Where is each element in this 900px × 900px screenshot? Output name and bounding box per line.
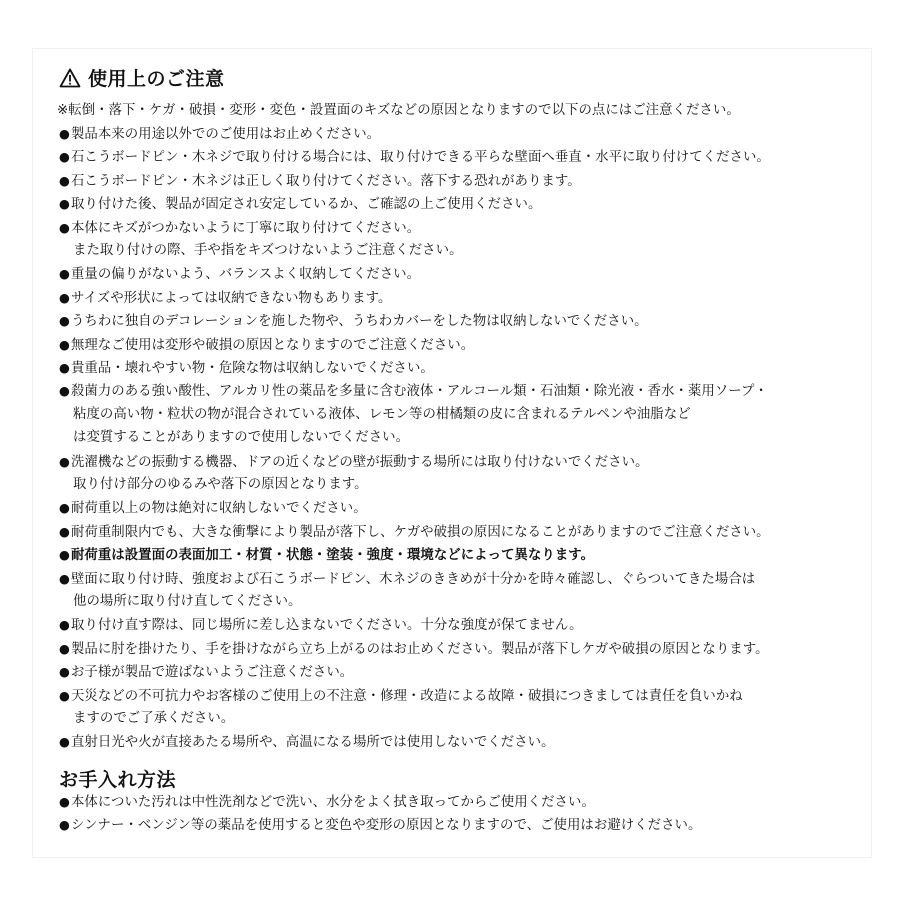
item-text: 製品に肘を掛けたり、手を掛けながら立ち上がるのはお止めください。製品が落下しケガや破損の原因となります。 <box>70 641 769 657</box>
item-text: 壁面に取り付け時、強度および石こうボードピン、木ネジのききめが十分かを時々確認し、ぐらついてきた場合は <box>70 571 756 587</box>
list-item <box>59 613 583 636</box>
bullet-icon: ● <box>59 313 70 329</box>
list-item <box>59 496 367 519</box>
bullet-icon: ● <box>59 126 70 141</box>
bullet-icon: ● <box>59 453 70 469</box>
bullet-icon: ● <box>59 687 70 703</box>
bullet-icon: ● <box>59 196 70 212</box>
list-item <box>59 813 701 836</box>
bullet-icon: ● <box>59 640 70 656</box>
item-text: 粘度の高い物・粒状の物が混合されている液体、レモン等の柑橘類の皮に含まれるテルペンや油脂など <box>73 406 691 422</box>
item-text: 貴重品・壊れやすい物・危険な物は収納しないでください。 <box>70 361 434 376</box>
item-text: シンナー・ベンジン等の薬品を使用すると変色や変形の原因となりますので、ご使用はお避けください。 <box>70 818 702 834</box>
care-title: お手入れ方法 <box>59 769 177 791</box>
list-item <box>59 567 755 590</box>
list-item <box>59 543 594 566</box>
list-item <box>59 192 541 215</box>
item-text: 取り付け直す際は、同じ場所に差し込まないでください。十分な強度が保てません。 <box>70 618 583 634</box>
list-item <box>59 145 770 168</box>
bullet-icon: ● <box>59 149 70 165</box>
list-item <box>59 122 380 145</box>
list-item-continuation <box>59 590 302 613</box>
item-text: 石こうボードピン・木ネジで取り付ける場合には、取り付けできる平らな壁面へ垂直・水平に取り付けてください。 <box>70 150 770 166</box>
item-text: 重量の偏りがないよう、バランスよく収納してください。 <box>70 267 421 283</box>
bullet-icon: ● <box>59 289 70 305</box>
list-item <box>59 450 649 473</box>
list-item <box>59 333 474 356</box>
item-text: 耐荷重制限内でも、大きな衝撃により製品が落下し、ケガや破損の原因になることがありますのでご注意ください。 <box>70 524 770 540</box>
item-text: 本体についた汚れは中性洗剤などで洗い、水分をよく拭き取ってからご使用ください。 <box>70 795 595 810</box>
item-text: 石こうボードピン・木ネジは正しく取り付けてください。落下する恐れがあります。 <box>70 173 581 189</box>
item-text: ますのでご了承ください。 <box>73 711 235 726</box>
caution-title: 使用上のご注意 <box>88 68 225 90</box>
bullet-icon: ● <box>59 360 70 375</box>
list-item-continuation <box>59 473 368 496</box>
item-text: は変質することがありますので使用しないでください。 <box>73 430 410 446</box>
bullet-icon: ● <box>59 500 70 516</box>
item-text: 取り付けた後、製品が固定され安定しているか、ご確認の上ご使用ください。 <box>70 197 542 213</box>
list-item <box>59 356 434 379</box>
bullet-icon: ● <box>59 336 70 352</box>
caution-intro: ※転倒・落下・ケガ・破損・変形・変色・設置面のキズなどの原因となりますので以下の点にはご注意ください。 <box>57 103 740 118</box>
item-text: 製品本来の用途以外でのご使用はお止めください。 <box>70 127 381 142</box>
care-heading <box>59 765 176 792</box>
bullet-icon: ● <box>59 383 70 399</box>
item-text: 耐荷重以上の物は絶対に収納しないでください。 <box>70 501 367 517</box>
list-item <box>59 660 353 683</box>
list-item-continuation <box>59 707 234 730</box>
bullet-icon: ● <box>59 570 70 586</box>
list-item <box>59 379 768 402</box>
list-item <box>59 520 770 543</box>
item-text: 直射日光や火が直接あたる場所や、高温になる場所では使用しないでください。 <box>70 735 555 751</box>
list-item-continuation <box>59 239 463 262</box>
list-item <box>59 730 555 753</box>
list-item <box>59 309 648 332</box>
warning-triangle-icon <box>59 68 81 88</box>
bullet-icon: ● <box>59 547 70 563</box>
item-text: 洗濯機などの振動する機器、ドアの近くなどの壁が振動する場所には取り付けないでください。 <box>70 454 649 470</box>
item-text: 他の場所に取り付け直してください。 <box>73 594 302 609</box>
notice-sheet <box>32 48 872 858</box>
caution-heading <box>59 64 225 91</box>
list-item <box>59 286 391 309</box>
item-text: うちわに独自のデコレーションを施した物や、うちわカバーをした物は収納しないでください。 <box>70 314 648 330</box>
list-item-continuation <box>59 403 691 426</box>
item-text: 殺菌力のある強い酸性、アルカリ性の薬品を多量に含む液体・アルコール類・石油類・除光液・香水・薬用ソープ・ <box>70 384 768 400</box>
list-item <box>59 262 420 285</box>
bullet-icon: ● <box>59 266 70 282</box>
bullet-icon: ● <box>59 617 70 633</box>
item-text: サイズや形状によっては収納できない物もあります。 <box>70 290 392 306</box>
list-item <box>59 684 743 707</box>
list-item <box>59 216 420 239</box>
item-text: 無理なご使用は変形や破損の原因となりますのでご注意ください。 <box>70 337 475 353</box>
item-text: また取り付けの際、手や指をキズつけないようご注意ください。 <box>73 243 463 258</box>
list-item <box>59 637 769 660</box>
bullet-icon: ● <box>59 172 70 188</box>
bullet-icon: ● <box>59 219 70 235</box>
bullet-icon: ● <box>59 664 70 680</box>
list-item <box>59 169 581 192</box>
list-item <box>59 790 595 813</box>
item-text: 本体にキズがつかないように丁寧に取り付けてください。 <box>70 220 421 236</box>
bullet-icon: ● <box>59 523 70 539</box>
item-text: お子様が製品で遊ばないようご注意ください。 <box>70 665 354 681</box>
bullet-icon: ● <box>59 794 70 809</box>
bullet-icon: ● <box>59 734 70 750</box>
item-text: 耐荷重は設置面の表面加工・材質・状態・塗装・強度・環境などによって異なります。 <box>70 548 595 564</box>
list-item-continuation <box>59 426 409 449</box>
bullet-icon: ● <box>59 817 70 833</box>
item-text: 取り付け部分のゆるみや落下の原因となります。 <box>73 477 368 492</box>
item-text: 天災などの不可抗力やお客様のご使用上の不注意・修理・改造による故障・破損につきましては責任を負いかね <box>70 688 743 704</box>
